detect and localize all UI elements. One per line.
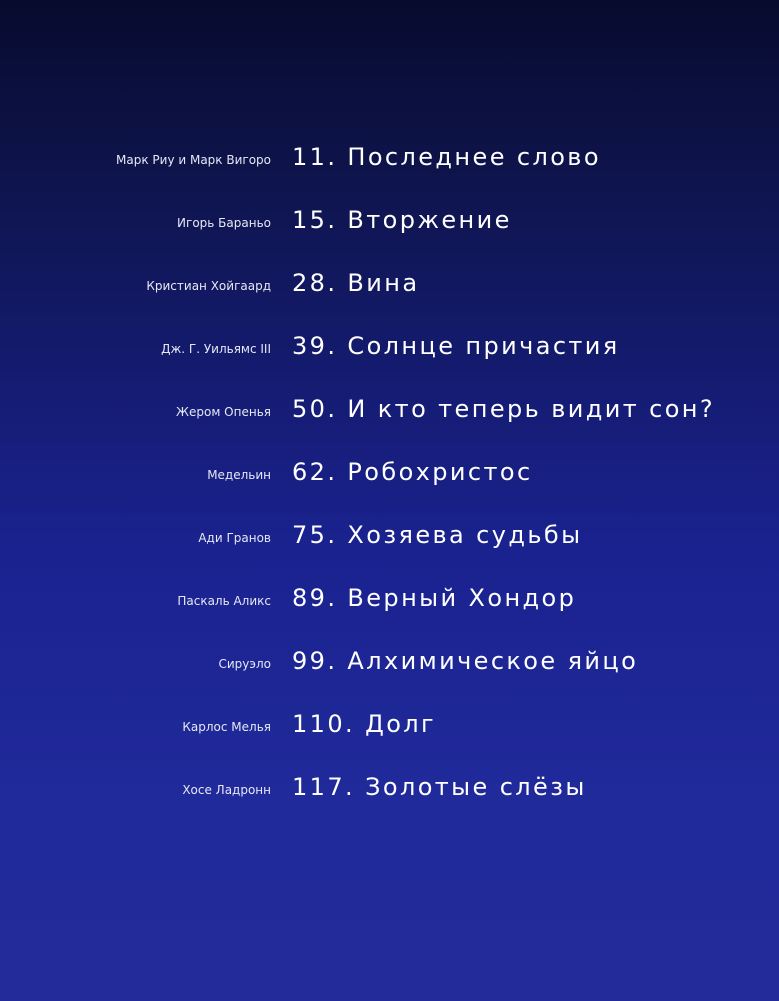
- toc-entry[interactable]: [0, 329, 779, 369]
- entry-author: Ади Гранов: [198, 531, 271, 545]
- toc-entry[interactable]: [0, 770, 779, 810]
- entry-title: Последнее слово: [347, 143, 601, 171]
- toc-entry[interactable]: [0, 455, 779, 495]
- entry-author: Игорь Бараньо: [177, 216, 271, 230]
- toc-entry[interactable]: [0, 581, 779, 621]
- entry-page-number: 117.: [292, 773, 356, 801]
- entry-title: Хозяева судьбы: [347, 521, 583, 549]
- toc-entry[interactable]: [0, 518, 779, 558]
- entry-title: Алхимическое яйцо: [347, 647, 639, 675]
- entry-heading: [292, 644, 638, 678]
- entry-page-number: 50.: [292, 395, 338, 423]
- entry-title: И кто теперь видит сон?: [347, 395, 716, 423]
- entry-title: Долг: [365, 710, 437, 738]
- entry-title: Вторжение: [347, 206, 512, 234]
- entry-author: Медельин: [207, 468, 271, 482]
- entry-page-number: 39.: [292, 332, 338, 360]
- toc-entry[interactable]: [0, 392, 779, 432]
- entry-heading: [292, 329, 620, 363]
- entry-author: Кристиан Хойгаард: [146, 279, 271, 293]
- entry-heading: [292, 455, 533, 489]
- entry-page-number: 75.: [292, 521, 338, 549]
- entry-heading: [292, 140, 601, 174]
- entry-heading: [292, 266, 419, 300]
- entry-heading: [292, 581, 576, 615]
- entry-page-number: 62.: [292, 458, 338, 486]
- entry-page-number: 89.: [292, 584, 338, 612]
- entry-author: Хосе Ладронн: [182, 783, 271, 797]
- entry-page-number: 99.: [292, 647, 338, 675]
- entry-page-number: 11.: [292, 143, 338, 171]
- entry-author: Сируэло: [218, 657, 271, 671]
- toc-entry[interactable]: [0, 644, 779, 684]
- entry-author: Марк Риу и Марк Вигоро: [116, 153, 271, 167]
- toc-entry[interactable]: [0, 707, 779, 747]
- entry-title: Вина: [347, 269, 420, 297]
- toc-entry[interactable]: [0, 203, 779, 243]
- entry-heading: [292, 203, 512, 237]
- entry-title: Робохристос: [347, 458, 533, 486]
- entry-page-number: 15.: [292, 206, 338, 234]
- entry-author: Карлос Мелья: [182, 720, 271, 734]
- entry-heading: [292, 707, 436, 741]
- entry-heading: [292, 392, 715, 426]
- entry-title: Солнце причастия: [347, 332, 620, 360]
- toc-entry[interactable]: [0, 140, 779, 180]
- entry-heading: [292, 770, 587, 804]
- entry-author: Жером Опенья: [176, 405, 271, 419]
- entry-page-number: 28.: [292, 269, 338, 297]
- entry-author: Дж. Г. Уильямс III: [161, 342, 271, 356]
- entry-title: Верный Хондор: [347, 584, 577, 612]
- entry-heading: [292, 518, 582, 552]
- entry-author: Паскаль Аликс: [177, 594, 271, 608]
- entry-page-number: 110.: [292, 710, 356, 738]
- entry-title: Золотые слёзы: [365, 773, 587, 801]
- toc-entry[interactable]: [0, 266, 779, 306]
